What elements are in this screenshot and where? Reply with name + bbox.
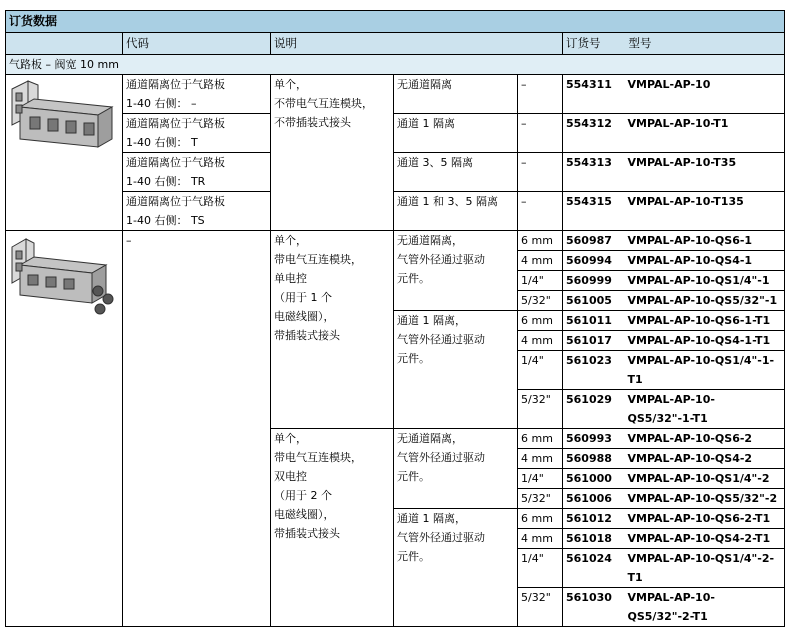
size-cell: 6 mm	[518, 429, 563, 449]
order-data-table	[5, 10, 785, 627]
type-code: VMPAL-AP-10-QS5/32"-1-T1	[625, 390, 785, 429]
separation-cell: 通道 1 和 3、5 隔离	[394, 192, 518, 231]
order-number: 554312	[563, 114, 625, 153]
order-number: 560987	[563, 231, 625, 251]
type-code: VMPAL-AP-10-QS6-2-T1	[625, 509, 785, 529]
header-image	[6, 33, 123, 55]
code-cell: 通道隔离位于气路板 1-40 右侧： TR	[123, 153, 271, 192]
code-cell: 通道隔离位于气路板 1-40 右侧： TS	[123, 192, 271, 231]
order-number: 561029	[563, 390, 625, 429]
table-row	[6, 153, 785, 192]
separation-cell: 通道 3、5 隔离	[394, 153, 518, 192]
size-cell: –	[518, 192, 563, 231]
order-number: 560999	[563, 271, 625, 291]
order-number: 561024	[563, 549, 625, 588]
order-number: 561012	[563, 509, 625, 529]
size-cell: 5/32"	[518, 390, 563, 429]
size-cell: 6 mm	[518, 231, 563, 251]
order-number: 561006	[563, 489, 625, 509]
manifold-plate-icon	[8, 77, 116, 169]
type-code: VMPAL-AP-10-QS6-1	[625, 231, 785, 251]
header-row	[6, 33, 785, 55]
code-cell: 通道隔离位于气路板 1-40 右侧： T	[123, 114, 271, 153]
type-code: VMPAL-AP-10-T35	[625, 153, 785, 192]
separation-none: 无通道隔离， 气管外径通过驱动 元件。	[394, 429, 518, 509]
size-cell: 4 mm	[518, 331, 563, 351]
order-number: 554313	[563, 153, 625, 192]
separation-cell: 无通道隔离	[394, 75, 518, 114]
size-cell: –	[518, 153, 563, 192]
separation-t1: 通道 1 隔离， 气管外径通过驱动 元件。	[394, 509, 518, 627]
type-code: VMPAL-AP-10-QS1/4"-1-T1	[625, 351, 785, 390]
manifold-connectors-icon	[8, 233, 116, 325]
table-title: 订货数据	[6, 11, 785, 33]
header-code: 代码	[123, 33, 271, 55]
group2-description-single: 单个， 带电气互连模块， 单电控 （用于 1 个 电磁线圈）， 带插装式接头	[271, 231, 394, 429]
type-code: VMPAL-AP-10-QS4-1-T1	[625, 331, 785, 351]
type-code: VMPAL-AP-10-QS5/32"-2-T1	[625, 588, 785, 627]
header-order-no: 订货号	[563, 33, 625, 55]
order-number: 561011	[563, 311, 625, 331]
order-number: 561005	[563, 291, 625, 311]
type-code: VMPAL-AP-10-QS1/4"-2	[625, 469, 785, 489]
type-code: VMPAL-AP-10-QS6-2	[625, 429, 785, 449]
type-code: VMPAL-AP-10-T135	[625, 192, 785, 231]
order-number: 561023	[563, 351, 625, 390]
order-number: 560993	[563, 429, 625, 449]
size-cell: 5/32"	[518, 489, 563, 509]
size-cell: 1/4"	[518, 469, 563, 489]
size-cell: 1/4"	[518, 549, 563, 588]
table-row	[6, 114, 785, 153]
header-type: 型号	[625, 33, 785, 55]
order-number: 561018	[563, 529, 625, 549]
type-code: VMPAL-AP-10-QS4-2-T1	[625, 529, 785, 549]
size-cell: –	[518, 75, 563, 114]
section-title: 气路板 – 阀宽 10 mm	[6, 55, 785, 75]
size-cell: 6 mm	[518, 509, 563, 529]
size-cell: –	[518, 114, 563, 153]
order-number: 561030	[563, 588, 625, 627]
title-row	[6, 11, 785, 33]
manifold-plate-with-connectors-image	[6, 231, 123, 627]
size-cell: 6 mm	[518, 311, 563, 331]
type-code: VMPAL-AP-10-QS1/4"-2-T1	[625, 549, 785, 588]
size-cell: 1/4"	[518, 271, 563, 291]
type-code: VMPAL-AP-10-QS4-1	[625, 251, 785, 271]
type-code: VMPAL-AP-10-QS1/4"-1	[625, 271, 785, 291]
size-cell: 4 mm	[518, 449, 563, 469]
size-cell: 1/4"	[518, 351, 563, 390]
type-code: VMPAL-AP-10-QS5/32"-1	[625, 291, 785, 311]
separation-t1: 通道 1 隔离， 气管外径通过驱动 元件。	[394, 311, 518, 429]
size-cell: 4 mm	[518, 251, 563, 271]
code-cell: 通道隔离位于气路板 1-40 右侧： –	[123, 75, 271, 114]
order-number: 561017	[563, 331, 625, 351]
manifold-plate-image	[6, 75, 123, 231]
size-cell: 4 mm	[518, 529, 563, 549]
section-row	[6, 55, 785, 75]
table-row	[6, 192, 785, 231]
type-code: VMPAL-AP-10-QS4-2	[625, 449, 785, 469]
header-desc: 说明	[271, 33, 563, 55]
order-number: 554311	[563, 75, 625, 114]
group2-description-double: 单个， 带电气互连模块， 双电控 （用于 2 个 电磁线圈）， 带插装式接头	[271, 429, 394, 627]
order-number: 560988	[563, 449, 625, 469]
separation-cell: 通道 1 隔离	[394, 114, 518, 153]
group2-code: –	[123, 231, 271, 627]
type-code: VMPAL-AP-10-QS6-1-T1	[625, 311, 785, 331]
table-row	[6, 75, 785, 114]
type-code: VMPAL-AP-10-QS5/32"-2	[625, 489, 785, 509]
order-number: 554315	[563, 192, 625, 231]
group1-description: 单个， 不带电气互连模块， 不带插装式接头	[271, 75, 394, 231]
size-cell: 5/32"	[518, 291, 563, 311]
size-cell: 5/32"	[518, 588, 563, 627]
type-code: VMPAL-AP-10-T1	[625, 114, 785, 153]
order-number: 560994	[563, 251, 625, 271]
table-row	[6, 231, 785, 251]
separation-none: 无通道隔离， 气管外径通过驱动 元件。	[394, 231, 518, 311]
order-number: 561000	[563, 469, 625, 489]
type-code: VMPAL-AP-10	[625, 75, 785, 114]
